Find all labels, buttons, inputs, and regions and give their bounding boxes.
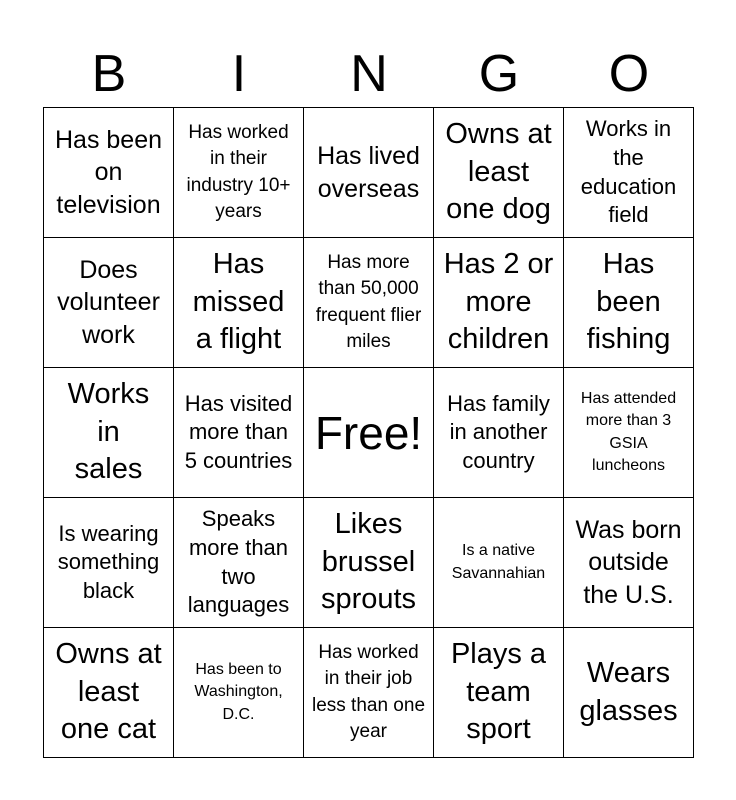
cell-text: Owns at least one dog xyxy=(445,117,552,226)
bingo-cell-n3-free-space[interactable] xyxy=(304,368,434,498)
cell-text: Has lived overseas xyxy=(317,142,420,203)
bingo-cell-g2[interactable] xyxy=(434,238,564,368)
cell-text: Does volunteer work xyxy=(57,255,160,349)
cell-text: Is wearing something black xyxy=(57,520,160,603)
bingo-card-grid xyxy=(43,107,694,758)
cell-text: Has been on television xyxy=(54,125,163,219)
cell-text: Plays a team sport xyxy=(450,637,547,746)
cell-text: Is a native Savannahian xyxy=(451,542,546,582)
header-letter-n: N xyxy=(350,45,388,103)
cell-text: Has worked in their job less than one year xyxy=(311,642,426,742)
cell-text: Has missed a flight xyxy=(192,247,285,356)
cell-text: Has more than 50,000 frequent flier miles xyxy=(315,252,422,352)
cell-text: Has 2 or more children xyxy=(443,247,554,356)
header-letter-i: I xyxy=(231,45,247,103)
bingo-cell-i1[interactable] xyxy=(174,108,304,238)
cell-text: Works in sales xyxy=(67,377,150,486)
bingo-cell-b5[interactable] xyxy=(44,628,174,758)
cell-text: Has been to Washington, D.C. xyxy=(194,661,283,723)
bingo-cell-n1[interactable] xyxy=(304,108,434,238)
bingo-cell-g5[interactable] xyxy=(434,628,564,758)
bingo-cell-b2[interactable] xyxy=(44,238,174,368)
bingo-cell-i4[interactable] xyxy=(174,498,304,628)
bingo-cell-o1[interactable] xyxy=(564,108,694,238)
cell-text: Was born outside the U.S. xyxy=(575,515,682,609)
cell-text: Likes brussel sprouts xyxy=(320,507,417,616)
cell-text: Has been fishing xyxy=(586,247,671,356)
bingo-cell-o2[interactable] xyxy=(564,238,694,368)
cell-text: Works in the education field xyxy=(580,116,677,228)
cell-text: Has worked in their industry 10+ years xyxy=(186,122,291,222)
cell-text: Wears glasses xyxy=(579,656,678,727)
cell-text: Has family in another country xyxy=(447,390,550,473)
header-letter-b: B xyxy=(91,45,127,103)
cell-text: Has visited more than 5 countries xyxy=(184,390,293,473)
bingo-cell-g3[interactable] xyxy=(434,368,564,498)
free-space-text: Free! xyxy=(314,406,423,459)
header-letter-g: G xyxy=(478,45,520,103)
bingo-cell-n4[interactable] xyxy=(304,498,434,628)
bingo-cell-g1[interactable] xyxy=(434,108,564,238)
bingo-cell-i5[interactable] xyxy=(174,628,304,758)
bingo-cell-n5[interactable] xyxy=(304,628,434,758)
bingo-cell-b1[interactable] xyxy=(44,108,174,238)
cell-text: Speaks more than two languages xyxy=(187,506,290,618)
bingo-cell-n2[interactable] xyxy=(304,238,434,368)
bingo-header xyxy=(44,40,694,108)
bingo-cell-i3[interactable] xyxy=(174,368,304,498)
cell-text: Owns at least one cat xyxy=(55,637,162,746)
bingo-cell-o3[interactable] xyxy=(564,368,694,498)
cell-text: Has attended more than 3 GSIA luncheons xyxy=(580,390,677,474)
bingo-cell-b4[interactable] xyxy=(44,498,174,628)
bingo-cell-b3[interactable] xyxy=(44,368,174,498)
bingo-cell-o4[interactable] xyxy=(564,498,694,628)
bingo-cell-i2[interactable] xyxy=(174,238,304,368)
bingo-cell-g4[interactable] xyxy=(434,498,564,628)
header-letter-o: O xyxy=(608,45,650,103)
bingo-cell-o5[interactable] xyxy=(564,628,694,758)
